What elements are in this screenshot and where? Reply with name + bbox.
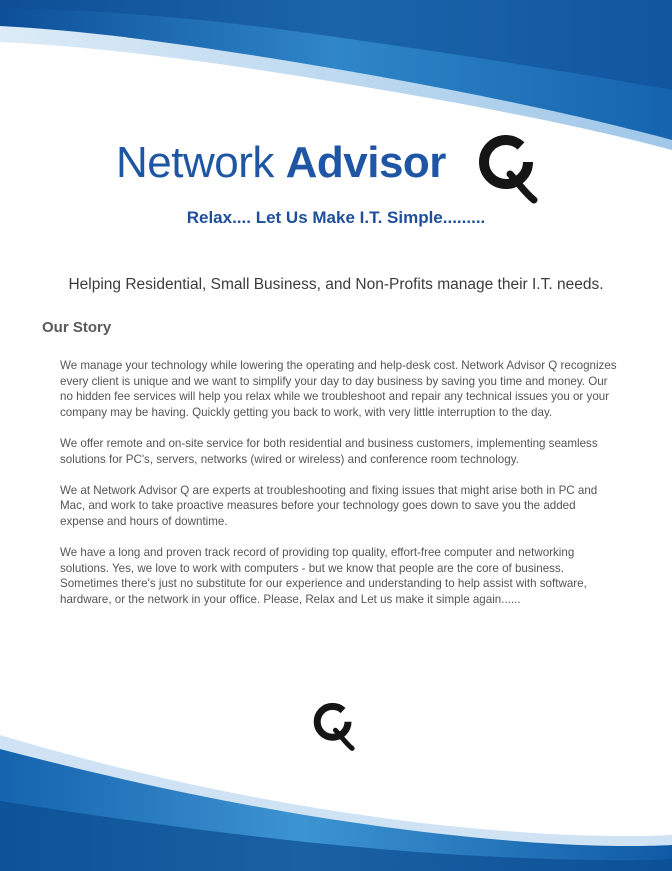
story-paragraph: We manage your technology while lowering the operating and help-desk cost. Network Advisor Q recognizes every client is unique and we want to simplify your day to day business by saving you time and money. Our no hidden fee services will help you relax while we troubleshoot and repair any technical issues you or your company may be having. Quickly getting you back to work, with very little interruption to the day.: [60, 359, 617, 419]
brand-name-light: Network: [116, 138, 274, 187]
story-paragraph: We offer remote and on-site service for both residential and business customers, implementing seamless solutions for PC's, servers, networks (wired or wireless) and conference room technology.: [60, 436, 598, 466]
story-paragraph: We at Network Advisor Q are experts at troubleshooting and fixing issues that might arise both in PC and Mac, and work to take proactive measures before your technology goes down to save you the added expense and hours of downtime.: [60, 483, 598, 528]
story-paragraph: We have a long and proven track record of providing top quality, effort-free computer and networking solutions. Yes, we love to work with computers - but we know that people are the core of business. Sometimes there's just no substitute for our experience and understanding to help assist with software, hardware, or the network in your office. Please, Relax and Let us make it simple again......: [60, 546, 587, 606]
brand-name: [116, 138, 446, 188]
brand-header: [0, 128, 672, 208]
bottom-wave-banner: [0, 731, 672, 871]
tagline: Relax.... Let Us Make I.T. Simple.........: [186, 208, 486, 227]
story-body: [60, 358, 620, 623]
brand-name-bold: Advisor: [285, 138, 446, 187]
section-heading: Our Story: [42, 319, 112, 336]
q-brush-logo-icon: [468, 128, 548, 208]
subtitle: Helping Residential, Small Business, and Non-Profits manage their I.T. needs.: [68, 276, 604, 293]
